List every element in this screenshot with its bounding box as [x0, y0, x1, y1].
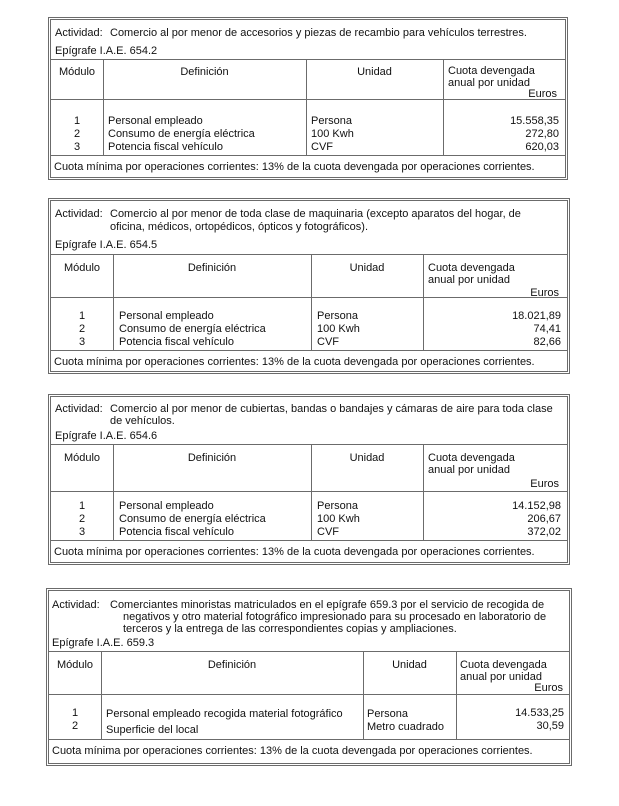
row-num: 3 — [78, 526, 86, 538]
header-cuota-2: anual por unidad — [428, 464, 510, 476]
row-unidad: Persona — [317, 500, 358, 512]
row-num: 1 — [73, 115, 81, 127]
header-cuota-1: Cuota devengada — [428, 262, 515, 274]
row-unidad: CVF — [317, 336, 339, 348]
row-num: 2 — [73, 128, 81, 140]
row-unidad: Persona — [317, 310, 358, 322]
module-block-654-2 — [48, 17, 568, 180]
module-block-654-5 — [48, 198, 570, 374]
row-num: 2 — [78, 513, 86, 525]
row-unidad: CVF — [317, 526, 339, 538]
row-cuota: 620,03 — [525, 141, 559, 153]
header-modulo: Módulo — [63, 452, 101, 464]
actividad-text-l2: oficina, médicos, ortopédicos, ópticos y fotográficos). — [110, 221, 369, 233]
row-num: 1 — [71, 707, 79, 719]
row-def: Consumo de energía eléctrica — [119, 513, 266, 525]
row-num: 2 — [78, 323, 86, 335]
row-cuota: 206,67 — [527, 513, 561, 525]
header-cuota-1: Cuota devengada — [448, 65, 535, 77]
actividad-text-l1: Comerciantes minoristas matriculados en el epígrafe 659.3 por el servicio de recogida de — [110, 599, 545, 611]
row-unidad: 100 Kwh — [317, 513, 360, 525]
row-cuota: 372,02 — [527, 526, 561, 538]
header-cuota-euros: Euros — [528, 88, 557, 100]
row-cuota: 272,80 — [525, 128, 559, 140]
actividad-label: Actividad: — [52, 599, 100, 611]
row-def: Potencia fiscal vehículo — [119, 336, 234, 348]
header-definicion: Definición — [187, 262, 237, 274]
header-modulo: Módulo — [56, 659, 94, 671]
row-cuota: 14.152,98 — [512, 500, 561, 512]
row-cuota: 30,59 — [536, 720, 564, 732]
row-num: 3 — [78, 336, 86, 348]
actividad-label: Actividad: — [55, 208, 103, 220]
row-def: Potencia fiscal vehículo — [119, 526, 234, 538]
header-cuota-2: anual por unidad — [460, 671, 542, 683]
cuota-minima-text: Cuota mínima por operaciones corrientes: 13% de la cuota devengada por operaciones corrientes. — [54, 546, 535, 558]
epigrafe: Epígrafe I.A.E. 654.2 — [55, 45, 158, 57]
header-unidad: Unidad — [357, 66, 392, 78]
cuota-minima-text: Cuota mínima por operaciones corrientes: 13% de la cuota devengada por operaciones corrientes. — [54, 356, 535, 368]
row-cuota: 14.533,25 — [515, 707, 564, 719]
row-unidad: 100 Kwh — [317, 323, 360, 335]
header-cuota-2: anual por unidad — [428, 274, 510, 286]
epigrafe: Epígrafe I.A.E. 654.5 — [55, 239, 158, 251]
cuota-minima — [49, 739, 569, 764]
actividad-text-l3: terceros y la entrega de las correspondientes copias y ampliaciones. — [123, 623, 457, 635]
cuota-minima-text: Cuota mínima por operaciones corrientes: 13% de la cuota devengada por operaciones corrientes. — [54, 161, 535, 173]
header-modulo: Módulo — [58, 66, 96, 78]
modules-table — [51, 59, 565, 156]
modules-table — [51, 444, 567, 541]
row-cuota: 82,66 — [533, 336, 561, 348]
row-num: 1 — [78, 310, 86, 322]
actividad-text-l2: negativos y otro material fotográfico impresionado para su procesado en laboratorio de — [123, 611, 547, 623]
row-unidad: Persona — [311, 115, 352, 127]
cuota-minima — [51, 155, 565, 178]
header-unidad: Unidad — [392, 659, 427, 671]
header-cuota-euros: Euros — [530, 478, 559, 490]
epigrafe: Epígrafe I.A.E. 659.3 — [52, 637, 155, 649]
header-definicion: Definición — [207, 659, 257, 671]
row-def: Personal empleado recogida material fotográfico — [106, 708, 343, 720]
row-def: Personal empleado — [119, 310, 214, 322]
cuota-minima-text: Cuota mínima por operaciones corrientes: 13% de la cuota devengada por operaciones corrientes. — [52, 745, 533, 757]
module-block-654-6 — [48, 394, 570, 565]
header-definicion: Definición — [187, 452, 237, 464]
actividad-text-l2: de vehículos. — [110, 415, 175, 427]
header-unidad: Unidad — [349, 452, 385, 464]
header-cuota-1: Cuota devengada — [460, 659, 547, 671]
module-block-659-3 — [46, 588, 572, 766]
row-unidad: Metro cuadrado — [367, 721, 445, 733]
row-num: 1 — [78, 500, 86, 512]
row-cuota: 15.558,35 — [510, 115, 559, 127]
row-cuota: 18.021,89 — [512, 310, 561, 322]
header-cuota-euros: Euros — [534, 682, 563, 694]
actividad-text: Comercio al por menor de accesorios y piezas de recambio para vehículos terrestres. — [110, 27, 527, 39]
modules-table — [49, 651, 569, 740]
actividad-text-l1: Comercio al por menor de cubiertas, bandas o bandajes y cámaras de aire para toda clase — [110, 403, 553, 415]
header-cuota-euros: Euros — [530, 287, 559, 299]
row-unidad: Persona — [367, 708, 408, 720]
actividad-label: Actividad: — [55, 403, 103, 415]
row-num: 2 — [71, 720, 79, 732]
header-definicion: Definición — [180, 66, 229, 78]
header-modulo: Módulo — [63, 262, 101, 274]
modules-table — [51, 254, 567, 351]
epigrafe: Epígrafe I.A.E. 654.6 — [55, 430, 158, 442]
row-def: Potencia fiscal vehículo — [108, 141, 223, 153]
row-def: Consumo de energía eléctrica — [108, 128, 255, 140]
cuota-minima — [51, 540, 567, 563]
row-num: 3 — [73, 141, 81, 153]
header-cuota-1: Cuota devengada — [428, 452, 515, 464]
row-def: Personal empleado — [119, 500, 214, 512]
header-unidad: Unidad — [349, 262, 385, 274]
row-def: Superficie del local — [106, 724, 199, 736]
cuota-minima — [51, 350, 567, 372]
row-unidad: 100 Kwh — [311, 128, 354, 140]
actividad-label: Actividad: — [55, 27, 103, 39]
row-def: Personal empleado — [108, 115, 203, 127]
header-cuota-2: anual por unidad — [448, 77, 530, 89]
row-def: Consumo de energía eléctrica — [119, 323, 266, 335]
actividad-text-l1: Comercio al por menor de toda clase de maquinaria (excepto aparatos del hogar, de — [110, 208, 521, 220]
row-cuota: 74,41 — [533, 323, 561, 335]
row-unidad: CVF — [311, 141, 333, 153]
